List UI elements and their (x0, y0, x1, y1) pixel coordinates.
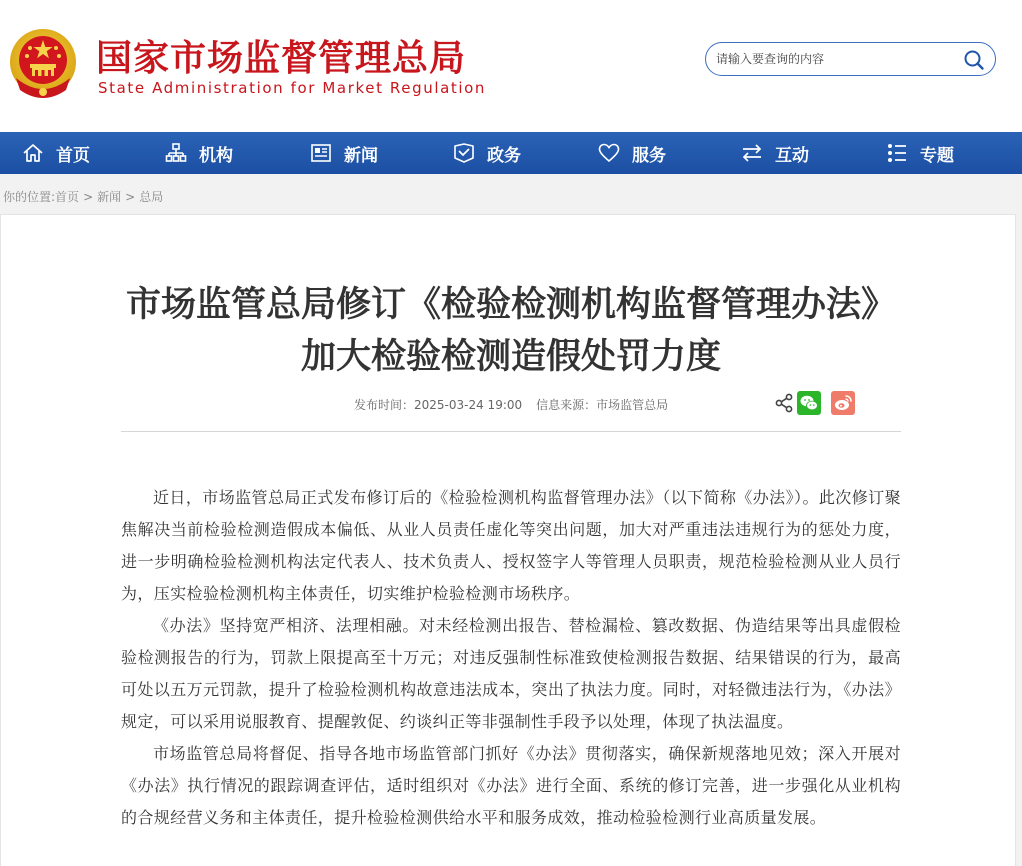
nav-item-label: 新闻 (344, 145, 378, 166)
share-icon[interactable] (772, 391, 796, 415)
nav-item-label: 机构 (199, 145, 233, 166)
nav-item-label: 专题 (920, 145, 954, 166)
article-title: 市场监管总局修订《检验检测机构监督管理办法》加大检验检测造假处罚力度 (125, 285, 896, 377)
breadcrumb-separator: > (83, 190, 94, 204)
search-input[interactable] (716, 50, 956, 68)
nav-item-label: 政务 (487, 145, 521, 166)
article-paragraph: 市场监管总局将督促、指导各地市场监管部门抓好《办法》贯彻落实，确保新规落地见效；深入开展对《办法》执行情况的跟踪调查评估，适时组织对《办法》进行全面、系统的修订完善，进一步强化从业机构的合规经营义务和主体责任，提升检验检测供给水平和服务成效，推动检验检测行业高质量发展。 (121, 744, 901, 827)
breadcrumb-home-link[interactable]: 首页 (55, 190, 80, 204)
article-paragraph: 《办法》坚持宽严相济、法理相融。对未经检测出报告、替检漏检、篡改数据、伪造结果等出具虚假检验检测报告的行为，罚款上限提高至十万元；对违反强制性标准致使检测报告数据、结果错误的行为，最高可处以五万元罚款，提升了检验检测机构故意违法成本，突出了执法力度。同时，对轻微违法行为，《办法》规定，可以采用说服教育、提醒敦促、约谈纠正等非强制性手段予以处理，体现了执法温度。 (121, 616, 901, 731)
site-title-cn[interactable]: 国家市场监督管理总局 (96, 38, 467, 79)
nav-item-home[interactable] (22, 132, 90, 174)
article-panel (0, 214, 1016, 866)
nav-item-label: 首页 (56, 145, 90, 166)
search-icon[interactable] (963, 49, 985, 71)
site-title-en: State Administration for Market Regulation (98, 79, 487, 97)
heart-icon (598, 142, 620, 164)
nav-item-org[interactable] (165, 132, 233, 174)
breadcrumb (3, 188, 163, 205)
breadcrumb-current-link[interactable]: 总局 (139, 190, 164, 204)
nav-item-topics[interactable] (886, 132, 954, 174)
nav-item-label: 服务 (632, 145, 666, 166)
article-meta (354, 396, 668, 413)
breadcrumb-separator: > (125, 190, 136, 204)
home-icon (22, 142, 44, 164)
publish-time: 发布时间：2025-03-24 19:00 (354, 398, 523, 412)
breadcrumb-prefix: 你的位置: (3, 190, 56, 204)
nav-item-service[interactable] (598, 132, 666, 174)
national-emblem-icon[interactable] (8, 26, 78, 102)
government-affairs-icon (453, 142, 475, 164)
article-body (121, 482, 901, 834)
article-paragraph: 近日，市场监管总局正式发布修订后的《检验检测机构监督管理办法》（以下简称《办法》）。此次修订聚焦解决当前检验检测造假成本偏低、从业人员责任虚化等突出问题，加大对严重违法违规行为的惩处力度，进一步明确检验检测机构法定代表人、技术负责人、授权签字人等管理人员职责，规范检验检测从业人员行为，压实检验检测机构主体责任，切实维护检验检测市场秩序。 (121, 488, 901, 603)
newspaper-icon (310, 142, 332, 164)
main-nav (0, 132, 1022, 174)
nav-item-interact[interactable] (741, 132, 809, 174)
search-box (705, 42, 996, 76)
site-header (0, 0, 1022, 132)
nav-item-news[interactable] (310, 132, 378, 174)
nav-item-label: 互动 (775, 145, 809, 166)
info-source: 信息来源：市场监管总局 (536, 398, 669, 412)
breadcrumb-news-link[interactable]: 新闻 (97, 190, 122, 204)
org-chart-icon (165, 142, 187, 164)
wechat-icon[interactable] (797, 391, 821, 415)
weibo-icon[interactable] (831, 391, 855, 415)
topic-list-icon (886, 142, 908, 164)
title-divider (121, 431, 901, 432)
exchange-arrows-icon (741, 142, 763, 164)
nav-item-affairs[interactable] (453, 132, 521, 174)
